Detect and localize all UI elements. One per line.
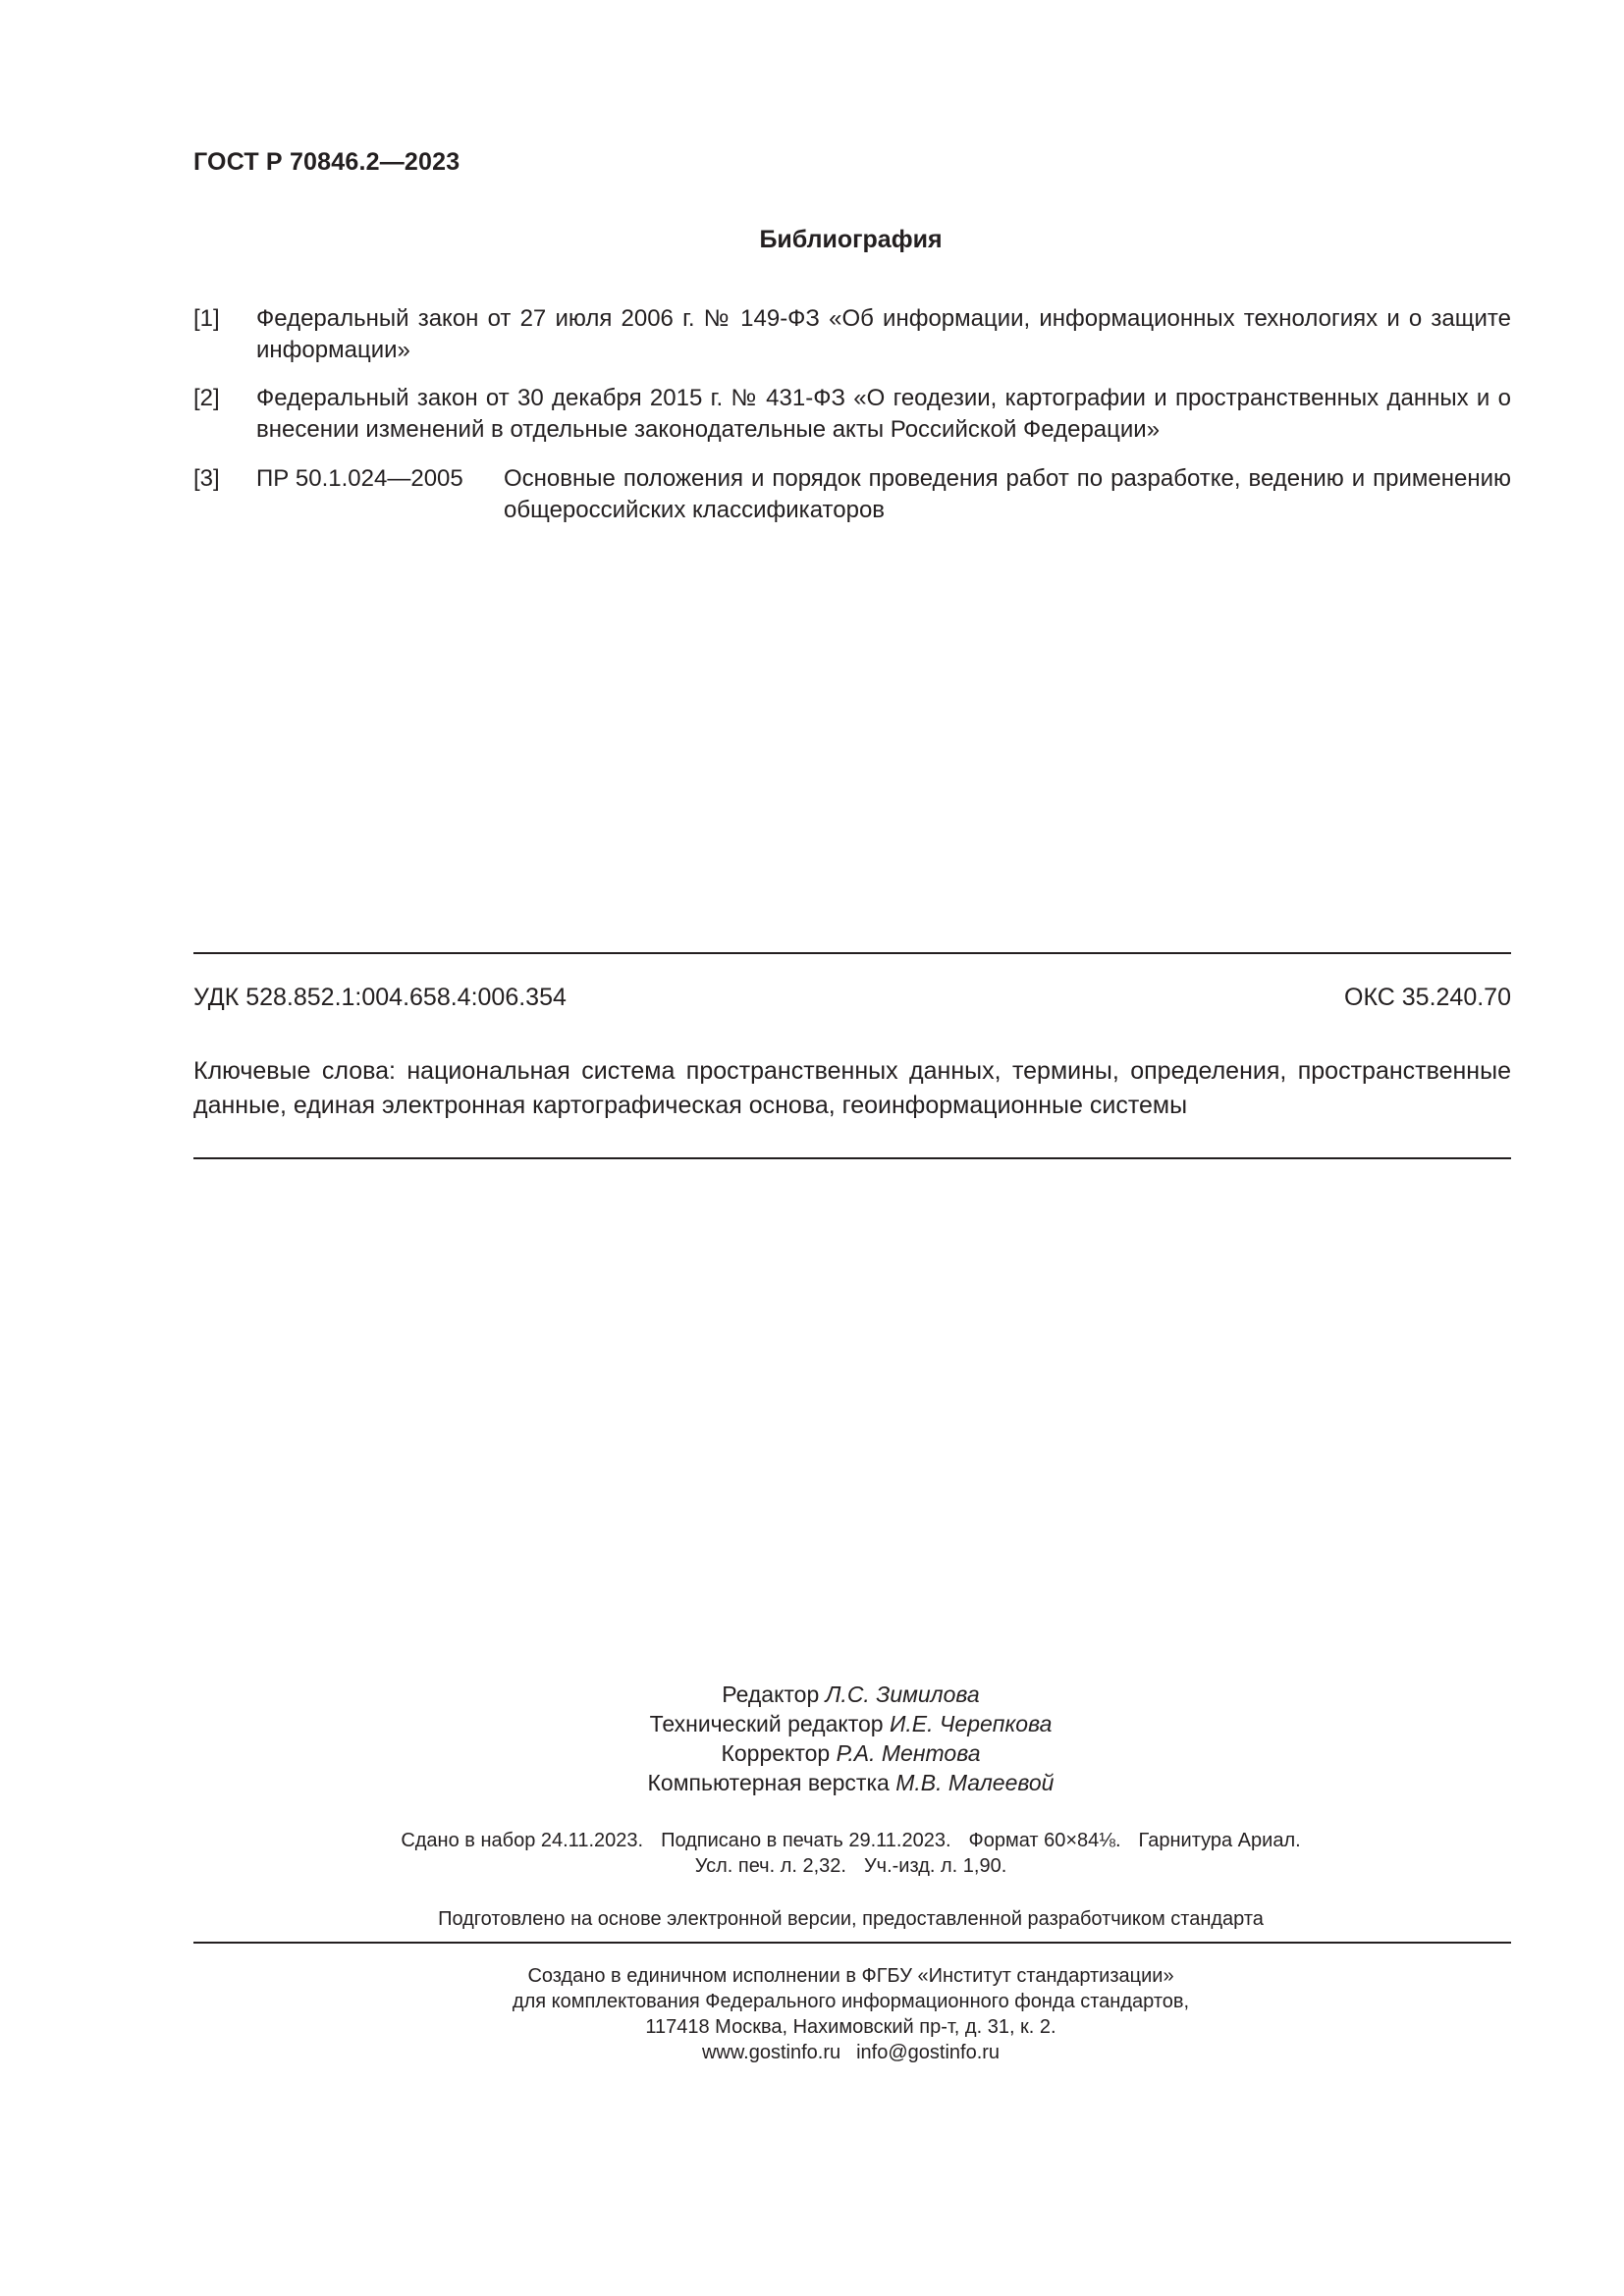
keywords: Ключевые слова: национальная система пространственных данных, термины, определения, пространственные данные, единая электронная картографическая основа, геоинформационные системы [193,1057,1511,1119]
bibliography-item-code: ПР 50.1.024—2005 [256,465,463,492]
imprint-print-sheets: Усл. печ. л. 2,32. [694,1855,846,1877]
credit-name: М.В. Малеевой [895,1770,1055,1795]
bibliography-item-text: Федеральный закон от 27 июля 2006 г. № 149-ФЗ «Об информации, информационных технологиях и о защите информации» [256,305,1511,363]
bibliography-item-text: Федеральный закон от 30 декабря 2015 г. № 431-ФЗ «О геодезии, картографии и пространственных данных и о внесении изменений в отдельные законодательные акты Российской Федерации» [256,385,1511,443]
imprint-edition-sheets: Уч.-изд. л. 1,90. [863,1855,1007,1877]
divider [193,1157,1511,1159]
publisher-line: для комплектования Федерального информационного фонда стандартов, [512,1991,1190,2012]
publisher-address: 117418 Москва, Нахимовский пр-т, д. 31, к. 2. [645,2016,1056,2038]
credit-line [0,1680,1624,1709]
udk-code: УДК 528.852.1:004.658.4:006.354 [193,984,567,1011]
imprint-typeface: Гарнитура Ариал. [1138,1830,1301,1851]
imprint-line [0,1853,1624,1879]
imprint-line [0,1828,1624,1853]
publisher-website-link[interactable]: www.gostinfo.ru [701,2042,841,2063]
bibliography-item-number: [2] [193,385,220,411]
publisher-contacts [0,2040,1624,2065]
bibliography-item [193,383,1511,446]
publisher-line: Создано в единичном исполнении в ФГБУ «Институт стандартизации» [527,1965,1174,1987]
bibliography-title: Библиография [759,226,943,253]
credit-role: Корректор [721,1740,831,1766]
divider [193,1942,1511,1944]
credit-line [0,1768,1624,1797]
imprint-submitted: Сдано в набор 24.11.2023. [401,1830,644,1851]
bibliography-item-number: [1] [193,305,220,332]
publisher-block [0,1963,1624,2065]
credit-role: Компьютерная верстка [647,1770,890,1795]
oks-code: ОКС 35.240.70 [1344,984,1511,1011]
bibliography-item [193,303,1511,366]
bibliography-item [193,463,1511,526]
credit-name: Р.А. Ментова [836,1740,981,1766]
credit-line [0,1738,1624,1768]
bibliography-item-text: Основные положения и порядок проведения работ по разработке, ведению и применению общероссийских классификаторов [504,465,1511,523]
imprint-block [0,1828,1624,1879]
credit-name: Л.С. Зимилова [825,1682,980,1707]
document-code: ГОСТ Р 70846.2—2023 [193,148,460,176]
credit-role: Технический редактор [649,1711,884,1736]
credit-name: И.Е. Черепкова [889,1711,1053,1736]
imprint-signed: Подписано в печать 29.11.2023. [661,1830,951,1851]
publisher-email-link[interactable]: info@gostinfo.ru [856,2042,1001,2063]
credits-block [0,1680,1624,1797]
credit-line [0,1709,1624,1738]
credit-role: Редактор [722,1682,820,1707]
divider [193,952,1511,954]
imprint-format: Формат 60×84⅛. [968,1830,1121,1851]
prepared-note: Подготовлено на основе электронной версии, предоставленной разработчиком стандарта [438,1908,1264,1930]
bibliography-item-number: [3] [193,465,220,492]
